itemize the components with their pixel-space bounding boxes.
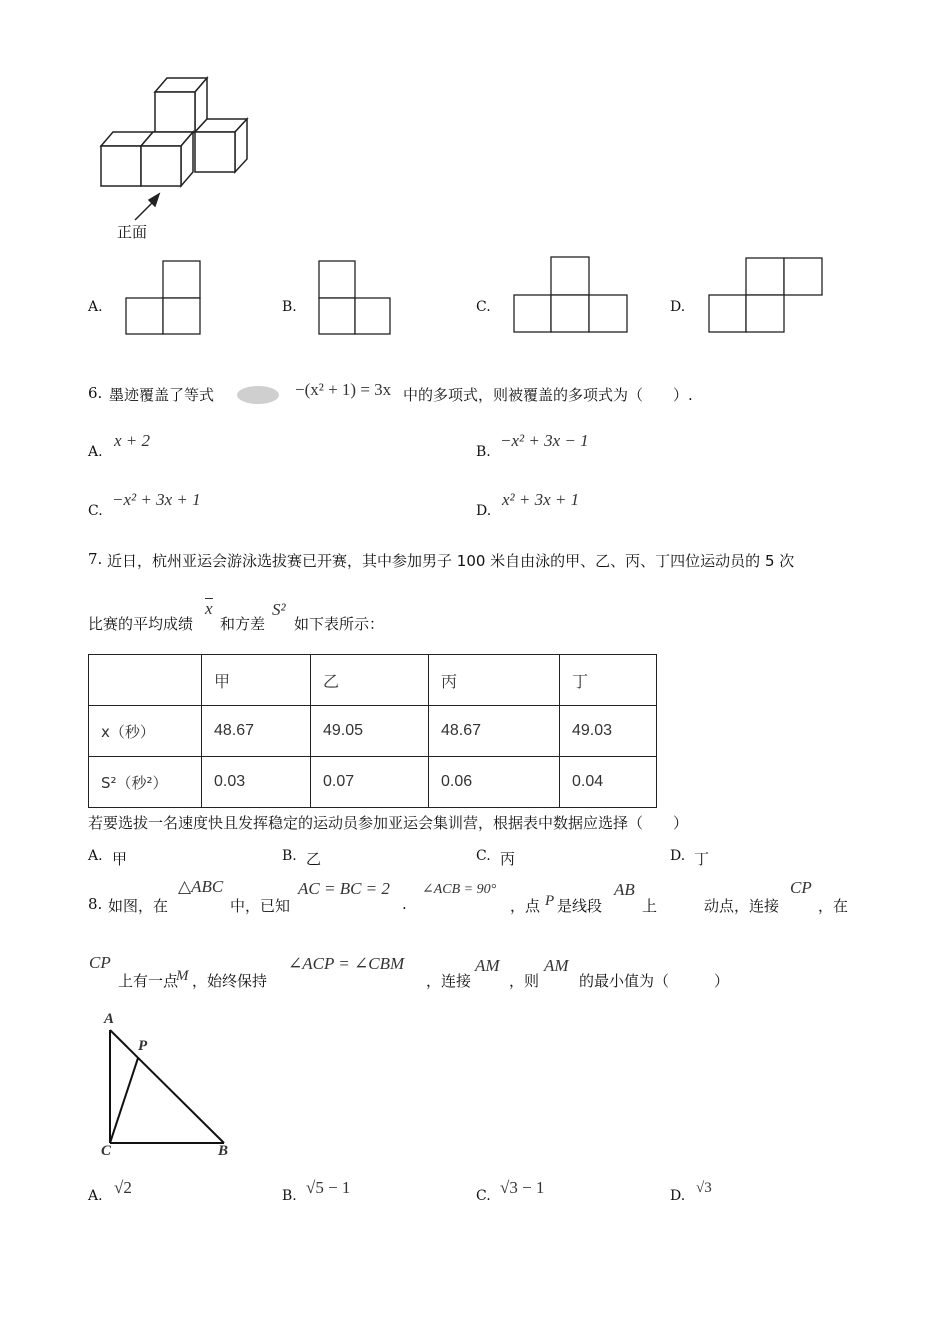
q6-option-d-label[interactable]: D. [476,503,492,519]
q8-t7: 动点，连接 [704,897,780,915]
q5-option-b-label[interactable]: B. [282,299,297,315]
q8-m8: M [176,968,189,984]
q5-option-a-label[interactable]: A. [88,299,103,315]
q6-option-c-expr: −x² + 3x + 1 [112,490,201,509]
q6-option-b-expr: −x² + 3x − 1 [500,431,589,450]
q7-data-table [88,654,657,808]
front-label: 正面 [117,223,148,241]
q7-line1: 近日，杭州亚运会游泳选拔赛已开赛，其中参加男子 100 米自由泳的甲、乙、丙、丁四位运动员的 5 次 [107,552,795,570]
table-header: 乙 [311,655,429,706]
q8-option-c-expr: √3 − 1 [500,1178,545,1197]
q7-option-c-label[interactable]: C. [476,848,491,864]
q5-option-c-figure [513,255,633,335]
table-cell: 0.07 [311,757,429,808]
table-header: 甲 [202,655,311,706]
q8-m4: P [545,893,555,909]
q8-t12: ，则 [509,972,540,990]
q8-t13: 的最小值为（ ） [579,972,730,990]
q8-m5: AB [614,880,635,899]
table-cell: 0.03 [202,757,311,808]
table-cell [89,655,202,706]
q6-suffix: 中的多项式，则被覆盖的多项式为（ ）. [403,386,693,404]
q8-t4: ，点 [510,897,541,915]
q6-prefix: 墨迹覆盖了等式 [109,386,215,404]
q7-line2-b: 和方差 [220,615,266,633]
q5-option-a-figure [125,258,205,338]
q7-option-a-label[interactable]: A. [88,848,103,864]
cube-stack-figure [95,72,255,212]
q7-question: 若要选拔一名速度快且发挥稳定的运动员参加亚运会集训营，根据表中数据应选择（ ） [88,814,689,832]
q8-m3: ∠ACB = 90° [422,882,497,897]
q8-m1: △ABC [178,877,224,896]
label-c: C [101,1143,112,1159]
q8-t6: 上 [642,897,658,915]
table-header: 丁 [560,655,657,706]
q7-number: 7. [88,550,103,568]
q8-t3: . [402,895,407,913]
q8-t1: 如图，在 [108,897,169,915]
q8-option-a-label[interactable]: A. [88,1188,103,1204]
table-row [89,706,657,757]
table-cell: 48.67 [429,706,560,757]
q8-option-b-expr: √5 − 1 [306,1178,351,1197]
q8-t2: 中，已知 [230,897,291,915]
q5-option-d-figure [708,256,828,336]
q8-m11: AM [544,956,569,975]
q7-line2-c: 如下表所示： [294,615,385,633]
table-cell: 0.06 [429,757,560,808]
q8-option-c-label[interactable]: C. [476,1188,491,1204]
row-label-variance: S²（秒²） [89,757,202,808]
table-cell: 48.67 [202,706,311,757]
label-b: B [218,1143,229,1159]
label-a: A [104,1011,115,1027]
q7-xbar: x [205,599,213,618]
q6-option-a-label[interactable]: A. [88,444,103,460]
q6-option-c-label[interactable]: C. [88,503,103,519]
q8-t9: 上有一点 [118,972,179,990]
label-p: P [138,1038,148,1054]
q6-option-b-label[interactable]: B. [476,444,491,460]
segment-cp [110,1058,138,1143]
q8-t5: 是线段 [557,897,603,915]
q7-option-a-text: 甲 [112,850,128,868]
q8-m9: ∠ACP = ∠CBM [288,954,405,973]
q7-option-b-label[interactable]: B. [282,848,297,864]
q8-m6: CP [790,878,812,897]
q6-equation: −(x² + 1) = 3x [295,380,392,399]
q8-option-d-label[interactable]: D. [670,1188,686,1204]
q8-t8: ，在 [818,897,849,915]
q8-number: 8. [88,895,103,913]
q7-option-d-label[interactable]: D. [670,848,686,864]
q5-option-c-label[interactable]: C. [476,299,491,315]
q6-option-d-expr: x² + 3x + 1 [502,490,580,509]
q8-t10: ，始终保持 [192,972,268,990]
q7-option-d-text: 丁 [694,850,710,868]
row-label-mean: x（秒） [89,706,202,757]
ink-blot [237,386,279,404]
q7-line2-a: 比赛的平均成绩 [88,615,194,633]
side-ab [110,1030,224,1143]
triangle-figure [100,1010,250,1160]
q8-option-a-expr: √2 [114,1178,132,1197]
table-header: 丙 [429,655,560,706]
table-row [89,655,657,706]
q8-option-d-expr: √3 [696,1180,712,1196]
q6-number: 6. [88,384,103,402]
table-cell: 0.04 [560,757,657,808]
table-row [89,757,657,808]
table-cell: 49.05 [311,706,429,757]
q5-option-b-figure [318,258,398,338]
q8-t11: ，连接 [426,972,472,990]
q8-option-b-label[interactable]: B. [282,1188,297,1204]
q7-option-b-text: 乙 [306,850,322,868]
q8-m2: AC = BC = 2 [298,879,390,898]
q7-s2: S² [272,600,286,619]
q8-m7: CP [89,953,111,972]
table-cell: 49.03 [560,706,657,757]
q5-option-d-label[interactable]: D. [670,299,686,315]
q7-option-c-text: 丙 [500,850,516,868]
q6-option-a-expr: x + 2 [114,431,151,450]
q8-m10: AM [475,956,500,975]
